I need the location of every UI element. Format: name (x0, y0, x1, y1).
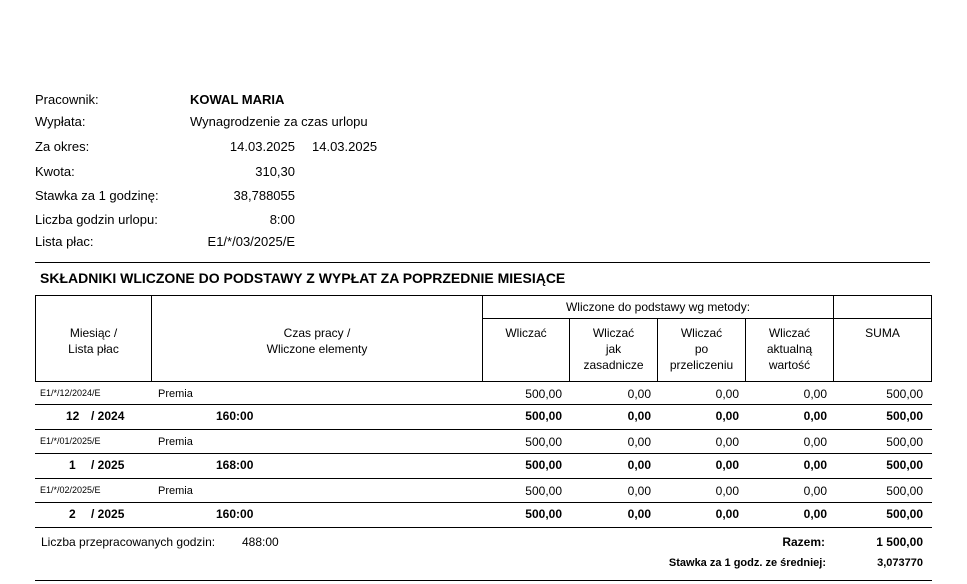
row-total-value: 500,00 (525, 458, 562, 472)
row-total-sum: 500,00 (886, 409, 923, 423)
payout-value: Wynagrodzenie za czas urlopu (190, 114, 368, 129)
row-total-value: 0,00 (627, 458, 651, 472)
section-title: SKŁADNIKI WLICZONE DO PODSTAWY Z WYPŁAT ZA POPRZEDNIE MIESIĄCE (40, 270, 566, 286)
hourly-rate-label: Stawka za 1 godzinę: (35, 188, 159, 203)
row-hours: 168:00 (216, 458, 254, 472)
row-value: 500,00 (525, 435, 562, 449)
payroll-list-label: Lista płac: (35, 234, 94, 249)
total-label: Razem: (782, 535, 825, 549)
row-value: 0,00 (627, 484, 651, 498)
row-hours: 160:00 (216, 409, 254, 423)
period-label: Za okres: (35, 139, 90, 154)
bottom-divider (35, 580, 932, 581)
row-value: 0,00 (715, 387, 739, 401)
row-payroll: E1/*/02/2025/E (40, 485, 101, 495)
row-year: / 2025 (91, 458, 125, 472)
total-value: 1 500,00 (876, 535, 923, 549)
row-total-sum: 500,00 (886, 507, 923, 521)
row-total-value: 500,00 (525, 409, 562, 423)
row-payroll: E1/*/12/2024/E (40, 388, 101, 398)
row-month: 12 (66, 409, 80, 423)
row-total-value: 0,00 (715, 458, 739, 472)
row-value: 0,00 (803, 435, 827, 449)
row-value: 0,00 (627, 387, 651, 401)
row-total-value: 500,00 (525, 507, 562, 521)
leave-hours-label: Liczba godzin urlopu: (35, 212, 158, 227)
row-total-value: 0,00 (715, 507, 739, 521)
row-total-value: 0,00 (803, 409, 827, 423)
row-sum: 500,00 (886, 484, 923, 498)
row-month: 2 (69, 507, 76, 521)
row-total-value: 0,00 (803, 458, 827, 472)
row-payroll: E1/*/01/2025/E (40, 436, 101, 446)
period-to: 14.03.2025 (312, 139, 378, 154)
employee-label: Pracownik: (35, 92, 99, 107)
row-total-sum: 500,00 (886, 458, 923, 472)
col-header-method-current: Wliczać aktualną wartość (766, 326, 813, 372)
row-sum: 500,00 (886, 435, 923, 449)
row-year: / 2024 (91, 409, 125, 423)
row-total-value: 0,00 (627, 507, 651, 521)
col-header-month: Miesiąc / Lista płac (68, 326, 119, 356)
row-total-value: 0,00 (803, 507, 827, 521)
worked-hours-label: Liczba przepracowanych godzin: (41, 535, 216, 549)
row-month: 1 (69, 458, 76, 472)
amount-label: Kwota: (35, 164, 75, 179)
row-value: 0,00 (803, 484, 827, 498)
hourly-rate-value: 38,788055 (233, 188, 295, 203)
leave-hours-value: 8:00 (269, 212, 295, 227)
period-from: 14.03.2025 (229, 139, 295, 154)
row-element: Premia (158, 485, 193, 497)
amount-value: 310,30 (255, 164, 295, 179)
col-header-work-time: Czas pracy / Wliczone elementy (266, 326, 368, 356)
row-element: Premia (158, 436, 193, 448)
row-value: 0,00 (627, 435, 651, 449)
average-rate-label: Stawka za 1 godz. ze średniej: (668, 557, 826, 569)
col-header-sum: SUMA (865, 326, 900, 340)
row-hours: 160:00 (216, 507, 254, 521)
section-divider-top (35, 262, 930, 263)
row-value: 500,00 (525, 484, 562, 498)
payroll-list-value: E1/*/03/2025/E (207, 234, 295, 249)
worked-hours-value: 488:00 (242, 535, 279, 549)
row-value: 0,00 (715, 435, 739, 449)
average-rate-value: 3,073770 (877, 557, 923, 569)
employee-name: KOWAL MARIA (190, 92, 285, 107)
col-header-method-basic: Wliczać jak zasadnicze (583, 326, 644, 372)
row-value: 500,00 (525, 387, 562, 401)
row-total-value: 0,00 (627, 409, 651, 423)
row-total-value: 0,00 (715, 409, 739, 423)
col-header-method-include: Wliczać (505, 326, 547, 340)
row-sum: 500,00 (886, 387, 923, 401)
row-year: / 2025 (91, 507, 125, 521)
payout-label: Wypłata: (35, 114, 86, 129)
col-header-method-recalc: Wliczać po przeliczeniu (669, 326, 734, 372)
row-element: Premia (158, 388, 193, 400)
row-value: 0,00 (803, 387, 827, 401)
row-value: 0,00 (715, 484, 739, 498)
col-header-method-group: Wliczone do podstawy wg metody: (565, 300, 751, 314)
